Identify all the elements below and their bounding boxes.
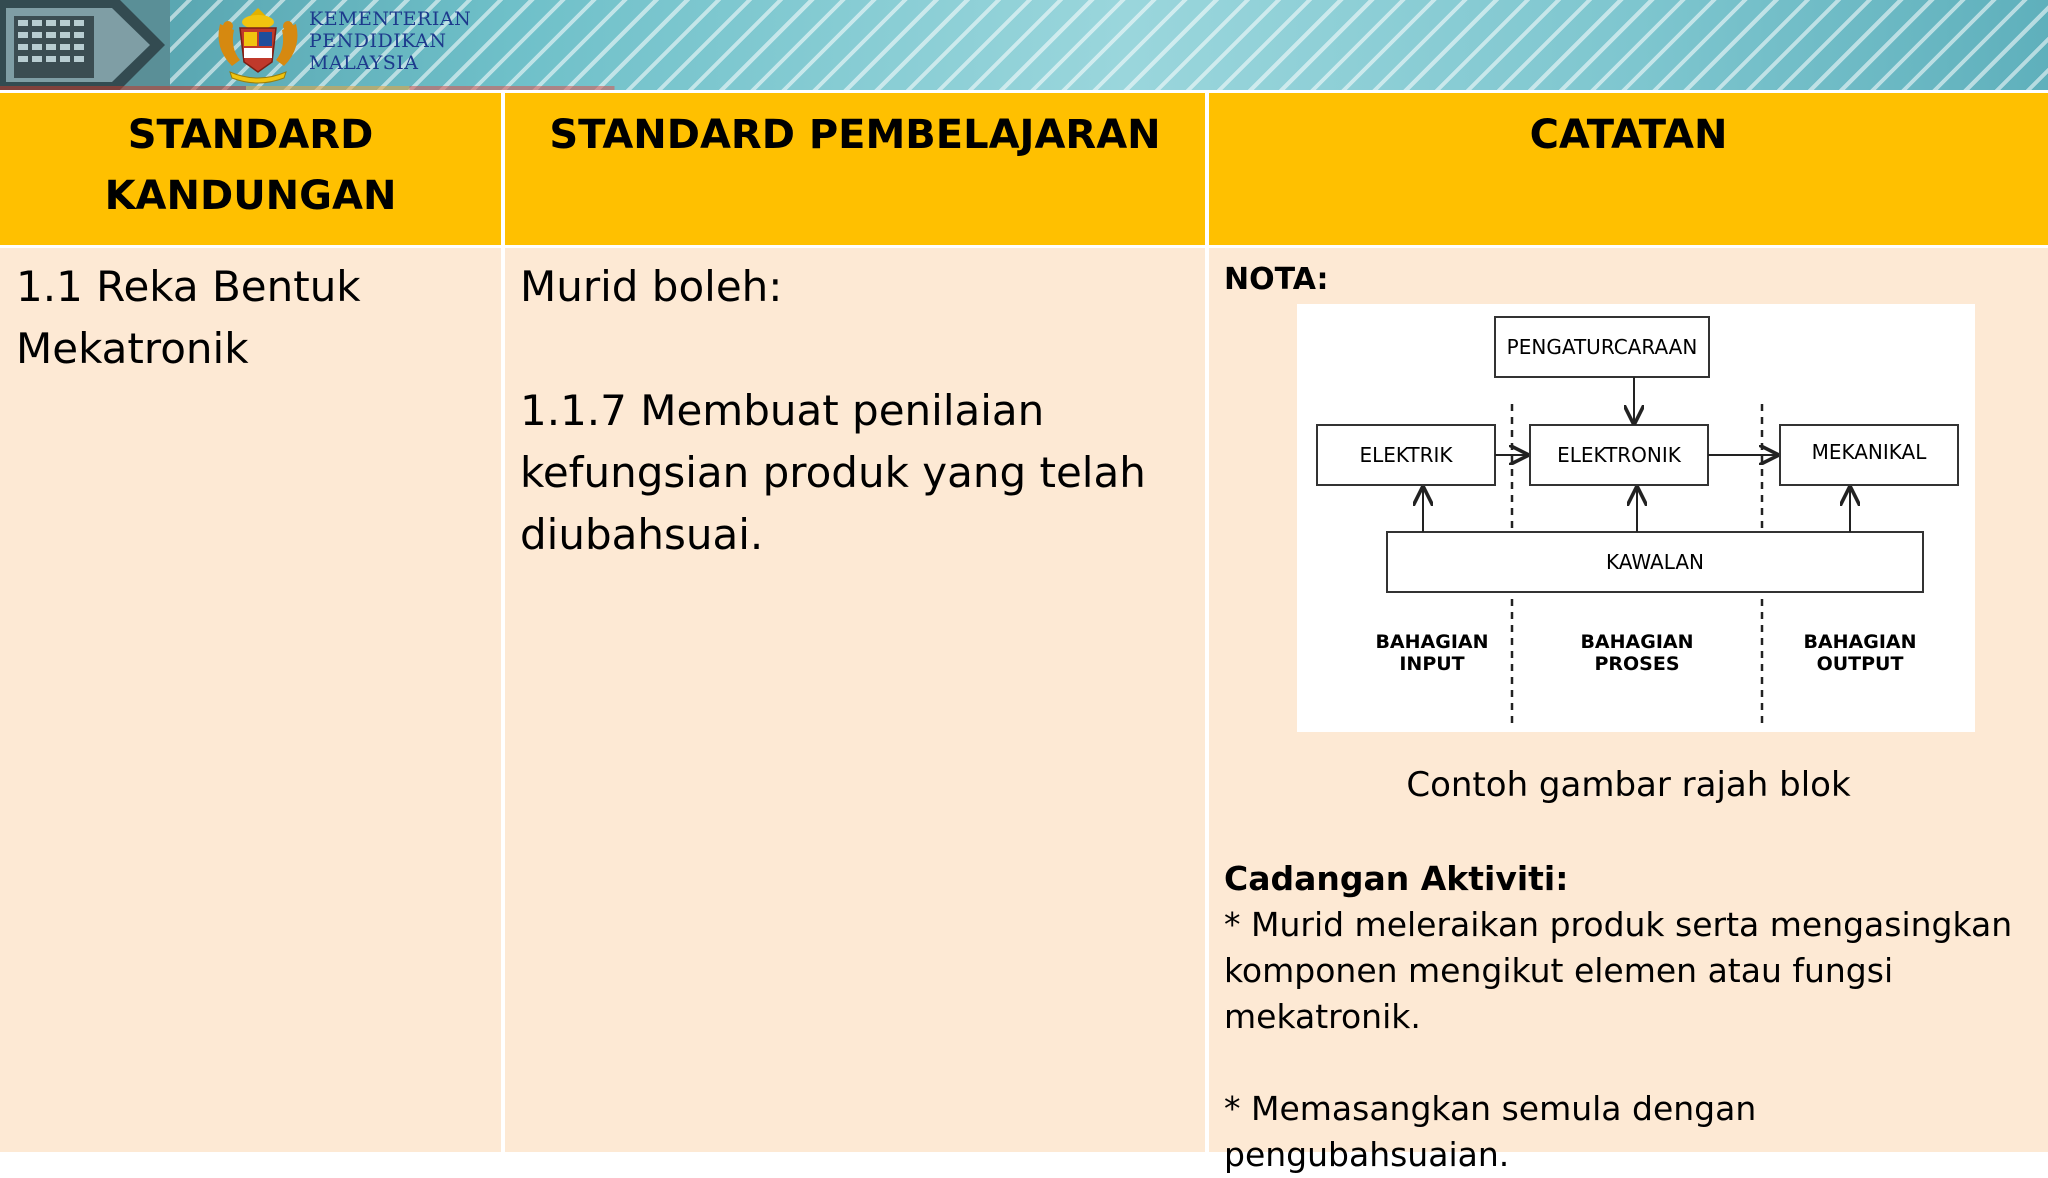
section-input-label: INPUT	[1399, 653, 1465, 675]
section-process-label: BAHAGIAN	[1580, 631, 1694, 653]
ministry-line: PENDIDIKAN	[309, 30, 447, 52]
content-standard-cell	[0, 248, 501, 1152]
header-standard-pembelajaran	[505, 93, 1205, 245]
section-input-label: BAHAGIAN	[1375, 631, 1489, 653]
activity-line: komponen mengikut elemen atau fungsi	[1224, 951, 1894, 990]
activity-suggestions	[1224, 856, 2044, 1178]
section-output-label: OUTPUT	[1816, 653, 1904, 675]
activity-line: * Murid meleraikan produk serta mengasingkan	[1224, 905, 2013, 944]
header-text: STANDARD	[127, 112, 374, 158]
content-standard-line: Mekatronik	[16, 324, 249, 373]
building-image	[0, 0, 170, 90]
header-standard-kandungan	[0, 93, 501, 245]
content-standard-line: 1.1 Reka Bentuk	[16, 262, 361, 311]
learning-intro: Murid boleh:	[520, 262, 783, 311]
section-process-label: PROSES	[1594, 653, 1680, 675]
learning-line: 1.1.7 Membuat penilaian	[520, 386, 1045, 435]
notes-cell	[1209, 248, 2048, 1174]
nota-label: NOTA:	[1224, 262, 1329, 297]
coat-of-arms-icon	[210, 4, 306, 84]
box-control-label: KAWALAN	[1606, 550, 1704, 574]
header-banner	[0, 0, 2048, 90]
box-electronic-label: ELEKTRONIK	[1557, 443, 1681, 467]
activity-line: mekatronik.	[1224, 997, 1421, 1036]
header-text: KANDUNGAN	[104, 173, 397, 219]
activity-line: * Memasangkan semula dengan pengubahsuaian.	[1224, 1089, 1757, 1174]
diagram-caption: Contoh gambar rajah blok	[1406, 765, 1851, 805]
activity-title: Cadangan Aktiviti:	[1224, 859, 1569, 898]
box-programming-label: PENGATURCARAAN	[1506, 335, 1698, 359]
ministry-line: KEMENTERIAN	[309, 8, 472, 30]
box-electrical-label: ELEKTRIK	[1359, 443, 1453, 467]
learning-standard-cell	[505, 248, 1205, 1152]
header-text: STANDARD PEMBELAJARAN	[549, 112, 1161, 158]
ministry-line: MALAYSIA	[309, 52, 419, 74]
ministry-name	[309, 8, 471, 74]
header-catatan	[1209, 93, 2048, 245]
section-output-label: BAHAGIAN	[1803, 631, 1917, 653]
learning-line: diubahsuai.	[520, 510, 764, 559]
header-text: CATATAN	[1529, 112, 1728, 158]
block-diagram	[1297, 304, 1975, 732]
learning-line: kefungsian produk yang telah	[520, 448, 1146, 497]
box-mechanical-label: MEKANIKAL	[1811, 440, 1927, 464]
curriculum-table	[0, 90, 2048, 1174]
